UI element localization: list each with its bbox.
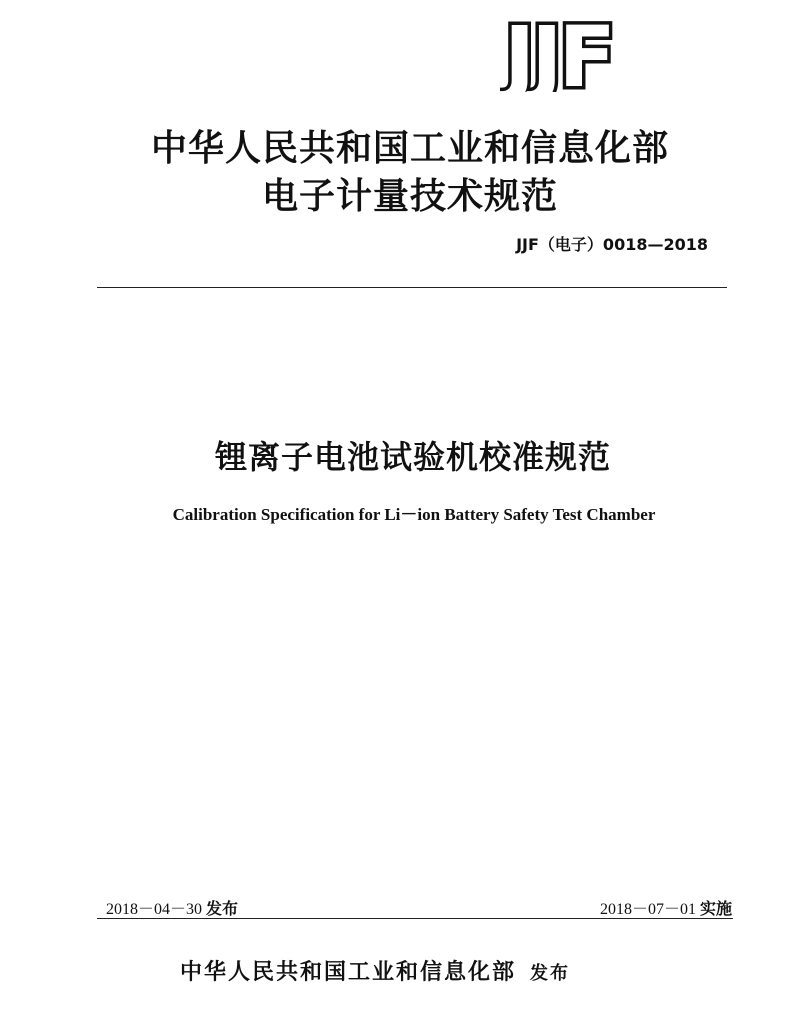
publisher-name: 中华人民共和国工业和信息化部 xyxy=(180,959,517,985)
logo-text: JJF xyxy=(504,12,612,92)
effective-date-label: 实施 xyxy=(699,899,732,918)
bottom-divider xyxy=(97,918,733,919)
spec-type-title: 电子计量技术规范 xyxy=(261,175,558,217)
standard-code: JJF（电子）0018—2018 xyxy=(516,235,708,254)
jjf-logo-graphic xyxy=(500,12,692,92)
jjf-logo xyxy=(500,12,692,92)
document-title-zh: 锂离子电池试验机校准规范 xyxy=(214,438,611,476)
top-divider xyxy=(97,287,727,288)
issue-date-value: 2018－04－30 xyxy=(106,901,203,918)
effective-date-value: 2018－07－01 xyxy=(599,901,696,918)
document-title-en: Calibration Specification for Li－ion Battery Safety Test Chamber xyxy=(172,505,656,524)
issue-date xyxy=(106,896,238,919)
publish-label: 发布 xyxy=(530,963,571,984)
publisher xyxy=(180,955,570,986)
issuer-title: 中华人民共和国工业和信息化部 xyxy=(150,127,669,169)
effective-date xyxy=(600,896,732,919)
issue-date-label: 发布 xyxy=(206,899,239,918)
